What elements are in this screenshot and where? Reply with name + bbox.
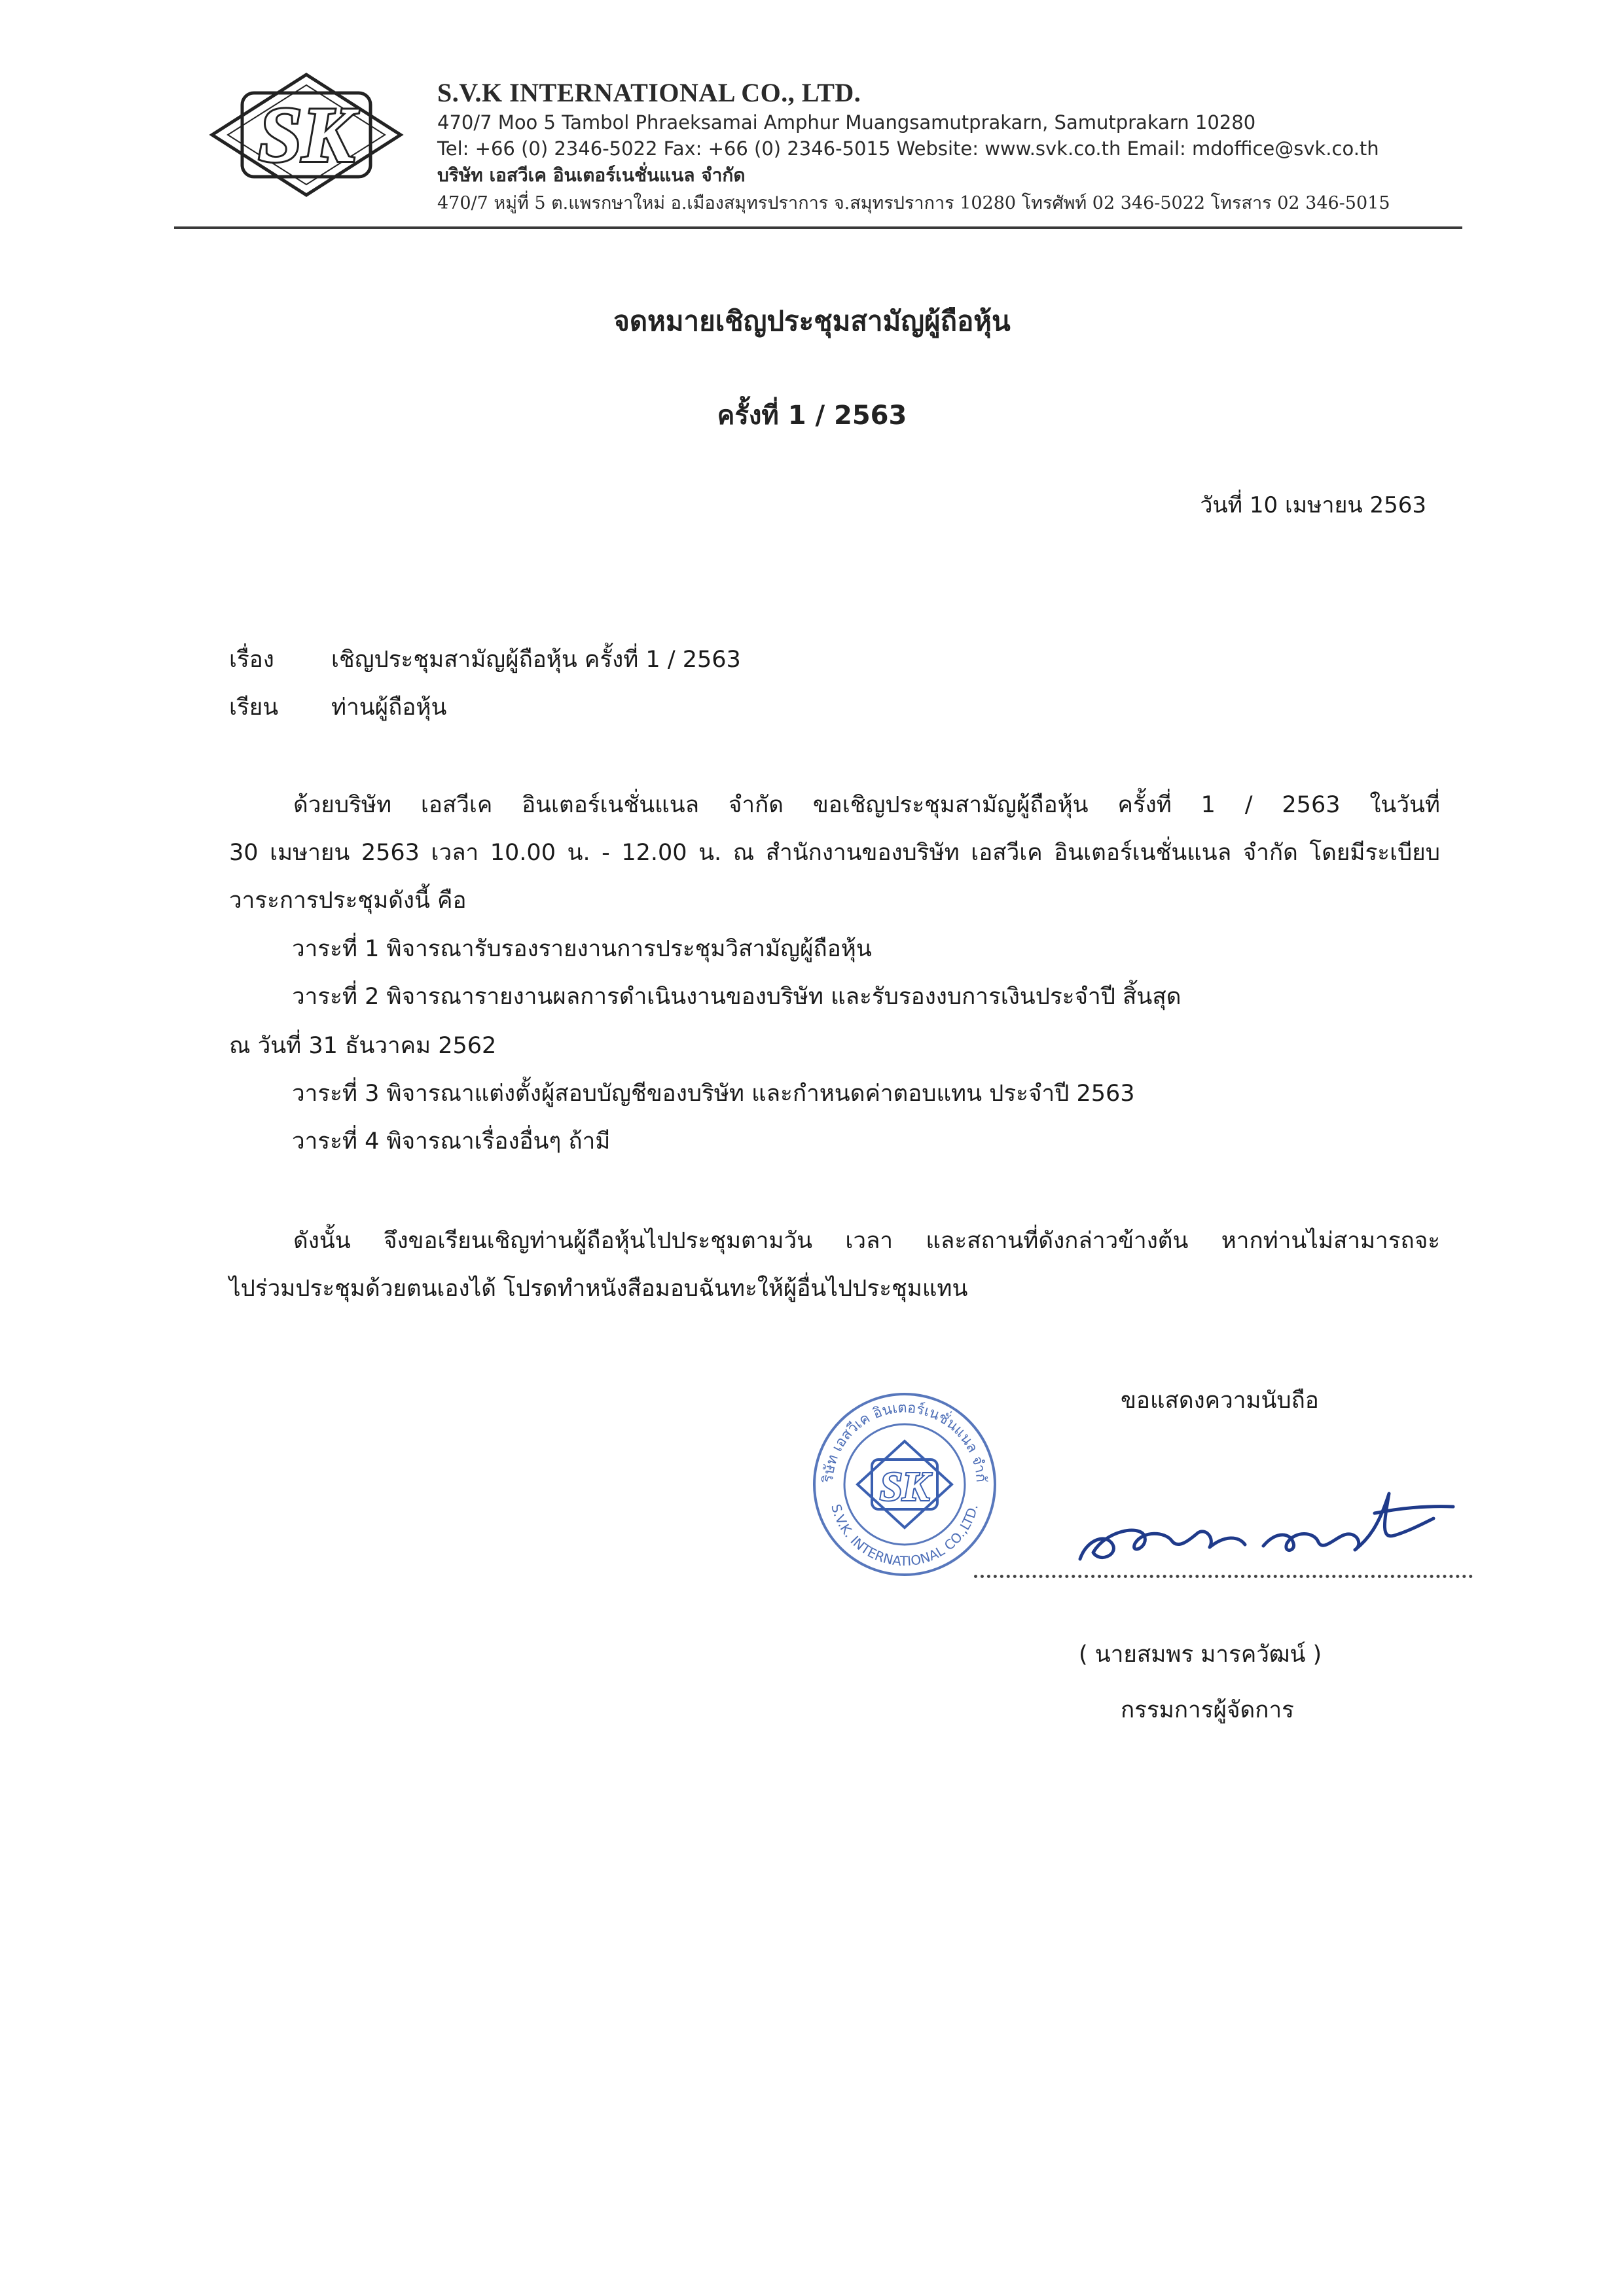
- signature-line: [974, 1575, 1473, 1578]
- company-seal: [806, 1386, 1003, 1583]
- recipient-label: เรียน: [229, 694, 279, 721]
- closing-salutation: ขอแสดงความนับถือ: [1121, 1388, 1319, 1414]
- company-name: S.V.K INTERNATIONAL CO., LTD.: [437, 78, 861, 107]
- company-address-en: 470/7 Moo 5 Tambol Phraeksamai Amphur Muangsamutprakarn, Samutprakarn 10280: [437, 111, 1256, 134]
- document-title: จดหมายเชิญประชุมสามัญผู้ถือหุ้น: [613, 305, 1011, 337]
- logo-text: SK: [258, 91, 355, 178]
- handwritten-signature: [1067, 1467, 1460, 1572]
- company-name-th: บริษัท เอสวีเค อินเตอร์เนชั่นแนล จำกัด: [437, 164, 746, 186]
- paragraph1-line2: 30 เมษายน 2563 เวลา 10.00 น. - 12.00 น. ณ สำนักงานของบริษัท เอสวีเค อินเตอร์เนชั่นแนล จำกัด โดยมีระเบียบ: [229, 840, 1440, 866]
- company-logo: [208, 71, 405, 199]
- letter-date: วันที่ 10 เมษายน 2563: [1200, 492, 1426, 518]
- agenda-item-2: วาระที่ 2 พิจารณารายงานผลการดำเนินงานของบริษัท และรับรองงบการเงินประจำปี สิ้นสุด: [292, 984, 1182, 1010]
- paragraph1-line1: ด้วยบริษัท เอสวีเค อินเตอร์เนชั่นแนล จำกัด ขอเชิญประชุมสามัญผู้ถือหุ้น ครั้งที่ 1 / 2563 ในวันที่: [293, 792, 1440, 818]
- paragraph1-line3: วาระการประชุมดังนี้ คือ: [229, 888, 467, 914]
- agenda-item-3: วาระที่ 3 พิจารณาแต่งตั้งผู้สอบบัญชีของบริษัท และกำหนดค่าตอบแทน ประจำปี 2563: [292, 1081, 1135, 1107]
- subject-label: เรื่อง: [229, 647, 274, 673]
- recipient-line: [229, 689, 446, 725]
- agenda-item-4: วาระที่ 4 พิจารณาเรื่องอื่นๆ ถ้ามี: [292, 1128, 611, 1155]
- company-contact-en: Tel: +66 (0) 2346-5022 Fax: +66 (0) 2346-5015 Website: www.svk.co.th Email: mdoffice@svk.co.th: [437, 137, 1379, 160]
- company-address-th: 470/7 หมู่ที่ 5 ต.แพรกษาใหม่ อ.เมืองสมุทรปราการ จ.สมุทรปราการ 10280 โทรศัพท์ 02 346-5022 โทรสาร 02 346-5015: [437, 193, 1390, 213]
- paragraph2-line1: ดังนั้น จึงขอเรียนเชิญท่านผู้ถือหุ้นไปประชุมตามวัน เวลา และสถานที่ดังกล่าวข้างต้น หากท่านไม่สามารถจะ: [293, 1228, 1440, 1254]
- paragraph2-line2: ไปร่วมประชุมด้วยตนเองได้ โปรดทำหนังสือมอบฉันทะให้ผู้อื่นไปประชุมแทน: [229, 1276, 968, 1302]
- seal-logo-text: SK: [880, 1465, 929, 1509]
- signer-name: ( นายสมพร มารควัฒน์ ): [1079, 1641, 1322, 1668]
- signer-title: กรรมการผู้จัดการ: [1121, 1697, 1294, 1723]
- agenda-item-1: วาระที่ 1 พิจารณารับรองรายงานการประชุมวิสามัญผู้ถือหุ้น: [292, 936, 872, 962]
- agenda-item-2-continued: ณ วันที่ 31 ธันวาคม 2562: [229, 1033, 497, 1059]
- seal-text-bottom: S.V.K. INTERNATIONAL CO.,LTD.: [828, 1502, 981, 1570]
- recipient-text: ท่านผู้ถือหุ้น: [331, 694, 447, 721]
- subject-text: เชิญประชุมสามัญผู้ถือหุ้น ครั้งที่ 1 / 2563: [331, 647, 741, 673]
- subject-line: [229, 641, 741, 677]
- seal-text-top: ริษัท เอสวีเค อินเตอร์เนชั่นแนล จำกั: [820, 1399, 990, 1484]
- meeting-number: ครั้งที่ 1 / 2563: [717, 401, 907, 431]
- header-divider: [174, 226, 1462, 229]
